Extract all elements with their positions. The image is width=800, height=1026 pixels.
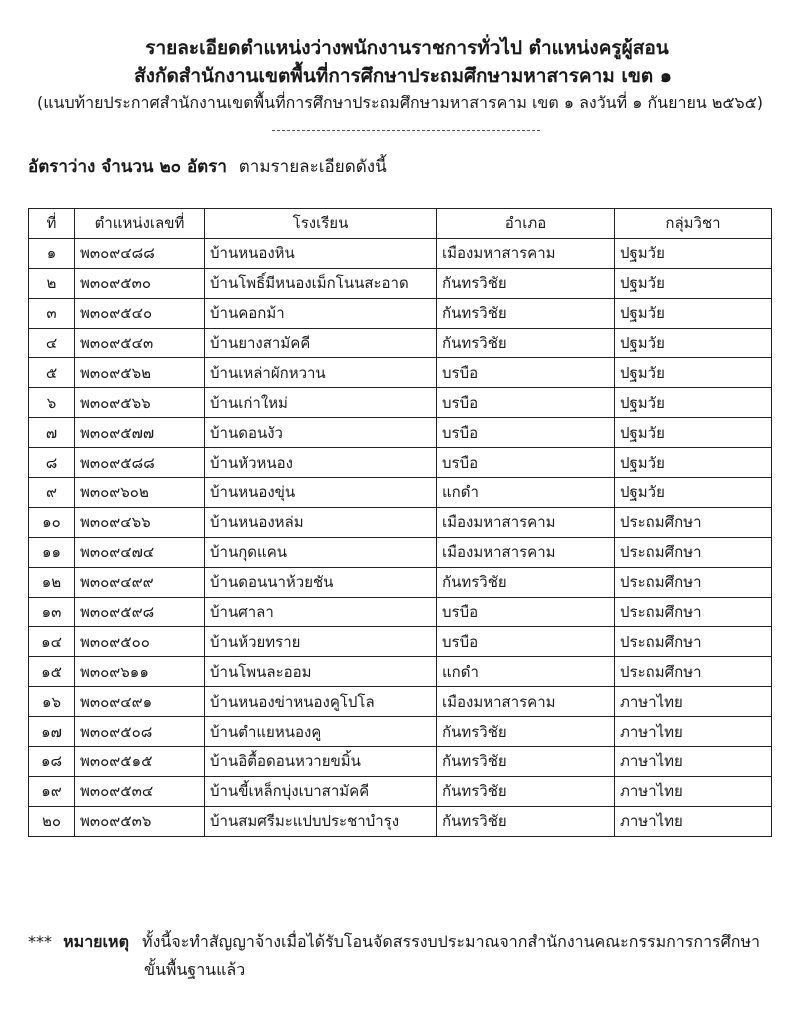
cell-subject-group: ภาษาไทย bbox=[615, 717, 772, 747]
cell-position-number: พ๓๐๙๕๐๐ bbox=[75, 627, 205, 657]
table-row bbox=[29, 537, 772, 567]
cell-no: ๑๐ bbox=[29, 507, 75, 537]
cell-district: บรบือ bbox=[437, 597, 615, 627]
table-body bbox=[29, 238, 772, 836]
cell-no: ๔ bbox=[29, 328, 75, 358]
cell-district: กันทรวิชัย bbox=[437, 298, 615, 328]
table-row bbox=[29, 567, 772, 597]
cell-school: บ้านโพนละออม bbox=[205, 657, 437, 687]
cell-district: บรบือ bbox=[437, 358, 615, 388]
cell-district: เมืองมหาสารคาม bbox=[437, 687, 615, 717]
cell-subject-group: ภาษาไทย bbox=[615, 776, 772, 806]
cell-district: กันทรวิชัย bbox=[437, 806, 615, 836]
cell-position-number: พ๓๐๙๕๘๘ bbox=[75, 448, 205, 478]
cell-no: ๓ bbox=[29, 298, 75, 328]
table-row bbox=[29, 806, 772, 836]
cell-no: ๗ bbox=[29, 418, 75, 448]
cell-subject-group: ปฐมวัย bbox=[615, 418, 772, 448]
cell-position-number: พ๓๐๙๕๖๖ bbox=[75, 388, 205, 418]
cell-position-number: พ๓๐๙๕๔๓ bbox=[75, 328, 205, 358]
cell-position-number: พ๓๐๙๔๙๙ bbox=[75, 567, 205, 597]
cell-school: บ้านดอนนาห้วยชัน bbox=[205, 567, 437, 597]
cell-position-number: พ๓๐๙๕๓๖ bbox=[75, 806, 205, 836]
cell-district: เมืองมหาสารคาม bbox=[437, 507, 615, 537]
cell-district: กันทรวิชัย bbox=[437, 717, 615, 747]
cell-school: บ้านหนองหิน bbox=[205, 238, 437, 268]
cell-district: บรบือ bbox=[437, 388, 615, 418]
table-row bbox=[29, 298, 772, 328]
cell-position-number: พ๓๐๙๔๗๔ bbox=[75, 537, 205, 567]
cell-position-number: พ๓๐๙๕๖๒ bbox=[75, 358, 205, 388]
cell-subject-group: ประถมศึกษา bbox=[615, 657, 772, 687]
cell-school: บ้านขี้เหล็กบุ่งเบาสามัคคี bbox=[205, 776, 437, 806]
cell-district: กันทรวิชัย bbox=[437, 567, 615, 597]
cell-position-number: พ๓๐๙๔๖๖ bbox=[75, 507, 205, 537]
cell-school: บ้านคอกม้า bbox=[205, 298, 437, 328]
table-row bbox=[29, 478, 772, 508]
table-row bbox=[29, 687, 772, 717]
cell-no: ๑ bbox=[29, 238, 75, 268]
cell-no: ๑๖ bbox=[29, 687, 75, 717]
table-row bbox=[29, 747, 772, 777]
cell-subject-group: ปฐมวัย bbox=[615, 328, 772, 358]
remark-label: หมายเหตุ bbox=[63, 932, 129, 951]
cell-subject-group: ประถมศึกษา bbox=[615, 507, 772, 537]
cell-school: บ้านห้วยทราย bbox=[205, 627, 437, 657]
cell-school: บ้านสมศรีมะแปบประชาบำรุง bbox=[205, 806, 437, 836]
table-header-row bbox=[29, 209, 772, 239]
cell-no: ๑๗ bbox=[29, 717, 75, 747]
table-row bbox=[29, 268, 772, 298]
cell-no: ๑๒ bbox=[29, 567, 75, 597]
cell-subject-group: ปฐมวัย bbox=[615, 448, 772, 478]
table-row bbox=[29, 717, 772, 747]
table-row bbox=[29, 388, 772, 418]
divider bbox=[272, 130, 540, 131]
cell-district: กันทรวิชัย bbox=[437, 268, 615, 298]
cell-position-number: พ๓๐๙๕๔๐ bbox=[75, 298, 205, 328]
cell-no: ๒๐ bbox=[29, 806, 75, 836]
cell-subject-group: ภาษาไทย bbox=[615, 747, 772, 777]
cell-school: บ้านหนองหล่ม bbox=[205, 507, 437, 537]
cell-no: ๑๙ bbox=[29, 776, 75, 806]
cell-no: ๘ bbox=[29, 448, 75, 478]
remark bbox=[28, 928, 778, 984]
cell-position-number: พ๓๐๙๕๑๕ bbox=[75, 747, 205, 777]
cell-school: บ้านหนองข่าหนองคูโปโล bbox=[205, 687, 437, 717]
cell-no: ๑๑ bbox=[29, 537, 75, 567]
cell-no: ๙ bbox=[29, 478, 75, 508]
table-row bbox=[29, 507, 772, 537]
cell-no: ๖ bbox=[29, 388, 75, 418]
table-row bbox=[29, 238, 772, 268]
cell-subject-group: ประถมศึกษา bbox=[615, 627, 772, 657]
header-title: รายละเอียดตำแหน่งว่างพนักงานราชการทั่วไป ตำแหน่งครูผู้สอน bbox=[145, 37, 669, 59]
table-row bbox=[29, 657, 772, 687]
table-row bbox=[29, 358, 772, 388]
cell-district: เมืองมหาสารคาม bbox=[437, 537, 615, 567]
cell-subject-group: ประถมศึกษา bbox=[615, 567, 772, 597]
cell-position-number: พ๓๐๙๖๐๒ bbox=[75, 478, 205, 508]
cell-school: บ้านกุดแคน bbox=[205, 537, 437, 567]
cell-subject-group: ปฐมวัย bbox=[615, 238, 772, 268]
cell-subject-group: ปฐมวัย bbox=[615, 298, 772, 328]
header-subtitle: สังกัดสำนักงานเขตพื้นที่การศึกษาประถมศึกษามหาสารคาม เขต ๑ bbox=[134, 65, 672, 87]
document-header bbox=[0, 34, 800, 116]
cell-school: บ้านโพธิ์มีหนองเม็กโนนสะอาด bbox=[205, 268, 437, 298]
vacancy-summary bbox=[28, 153, 387, 180]
cell-district: บรบือ bbox=[437, 448, 615, 478]
cell-position-number: พ๓๐๙๕๗๗ bbox=[75, 418, 205, 448]
table-row bbox=[29, 448, 772, 478]
cell-subject-group: ปฐมวัย bbox=[615, 268, 772, 298]
cell-no: ๑๘ bbox=[29, 747, 75, 777]
cell-position-number: พ๓๐๙๔๘๘ bbox=[75, 238, 205, 268]
remark-text-line1: ทั้งนี้จะทำสัญญาจ้างเมื่อได้รับโอนจัดสรรงบประมาณจากสำนักงานคณะกรรมการการศึกษา bbox=[142, 932, 761, 951]
col-header-position-number: ตำแหน่งเลขที่ bbox=[75, 209, 205, 239]
cell-district: บรบือ bbox=[437, 418, 615, 448]
cell-school: บ้านอิตื้อดอนหวายขมิ้น bbox=[205, 747, 437, 777]
cell-subject-group: ปฐมวัย bbox=[615, 358, 772, 388]
cell-district: เมืองมหาสารคาม bbox=[437, 238, 615, 268]
cell-position-number: พ๓๐๙๕๙๘ bbox=[75, 597, 205, 627]
cell-position-number: พ๓๐๙๕๓๔ bbox=[75, 776, 205, 806]
vacancy-count: อัตราว่าง จำนวน ๒๐ อัตรา bbox=[28, 157, 227, 177]
cell-subject-group: ประถมศึกษา bbox=[615, 597, 772, 627]
cell-district: กันทรวิชัย bbox=[437, 328, 615, 358]
col-header-no: ที่ bbox=[29, 209, 75, 239]
cell-no: ๑๓ bbox=[29, 597, 75, 627]
cell-school: บ้านหัวหนอง bbox=[205, 448, 437, 478]
cell-subject-group: ภาษาไทย bbox=[615, 806, 772, 836]
cell-school: บ้านเหล่าผักหวาน bbox=[205, 358, 437, 388]
table-row bbox=[29, 627, 772, 657]
cell-subject-group: ปฐมวัย bbox=[615, 388, 772, 418]
cell-position-number: พ๓๐๙๔๙๑ bbox=[75, 687, 205, 717]
cell-subject-group: ภาษาไทย bbox=[615, 687, 772, 717]
vacancy-table bbox=[28, 208, 772, 837]
cell-position-number: พ๓๐๙๕๓๐ bbox=[75, 268, 205, 298]
remark-stars: *** bbox=[28, 932, 52, 951]
cell-no: ๕ bbox=[29, 358, 75, 388]
cell-district: แกดำ bbox=[437, 478, 615, 508]
cell-district: กันทรวิชัย bbox=[437, 747, 615, 777]
cell-position-number: พ๓๐๙๕๐๘ bbox=[75, 717, 205, 747]
table-row bbox=[29, 418, 772, 448]
cell-no: ๒ bbox=[29, 268, 75, 298]
cell-district: กันทรวิชัย bbox=[437, 776, 615, 806]
cell-district: บรบือ bbox=[437, 627, 615, 657]
cell-school: บ้านดอนงัว bbox=[205, 418, 437, 448]
cell-district: แกดำ bbox=[437, 657, 615, 687]
table-row bbox=[29, 597, 772, 627]
vacancy-suffix: ตามรายละเอียดดังนี้ bbox=[238, 157, 387, 177]
col-header-district: อำเภอ bbox=[437, 209, 615, 239]
cell-school: บ้านตำแยหนองคู bbox=[205, 717, 437, 747]
cell-subject-group: ประถมศึกษา bbox=[615, 537, 772, 567]
cell-position-number: พ๓๐๙๖๑๑ bbox=[75, 657, 205, 687]
cell-no: ๑๔ bbox=[29, 627, 75, 657]
cell-school: บ้านศาลา bbox=[205, 597, 437, 627]
cell-school: บ้านเก่าใหม่ bbox=[205, 388, 437, 418]
table-row bbox=[29, 776, 772, 806]
col-header-school: โรงเรียน bbox=[205, 209, 437, 239]
cell-school: บ้านยางสามัคคี bbox=[205, 328, 437, 358]
cell-subject-group: ปฐมวัย bbox=[615, 478, 772, 508]
table-row bbox=[29, 328, 772, 358]
cell-school: บ้านหนองขุ่น bbox=[205, 478, 437, 508]
cell-no: ๑๕ bbox=[29, 657, 75, 687]
remark-text-line2: ขั้นพื้นฐานแล้ว bbox=[144, 960, 246, 979]
col-header-subject-group: กลุ่มวิชา bbox=[615, 209, 772, 239]
header-reference: (แนบท้ายประกาศสำนักงานเขตพื้นที่การศึกษาประถมศึกษามหาสารคาม เขต ๑ ลงวันที่ ๑ กันยายน ๒๕๖๕) bbox=[36, 93, 764, 112]
